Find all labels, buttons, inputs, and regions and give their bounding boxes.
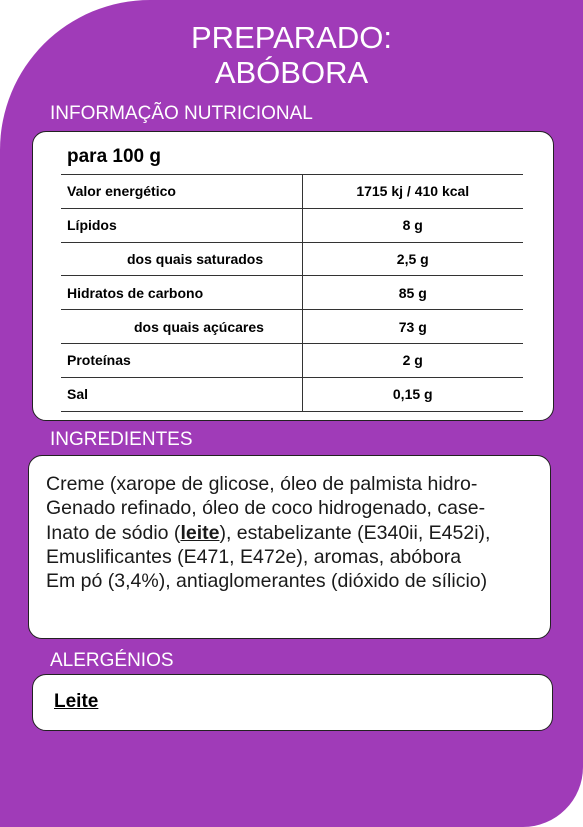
allergen-highlight: leite: [180, 521, 220, 544]
ingredients-fragment: Inato de sódio (: [46, 521, 181, 544]
product-title-line1: PREPARADO:: [191, 20, 392, 55]
nutrient-value: 2,5 g: [302, 242, 523, 276]
ingredients-line: Creme (xarope de glicose, óleo de palmista hidro-: [46, 473, 478, 495]
nutrient-name: dos quais açúcares: [61, 310, 302, 344]
table-row: [61, 377, 523, 411]
nutrient-name: Hidratos de carbono: [61, 276, 302, 310]
product-title-line2: ABÓBORA: [214, 55, 369, 90]
table-row: [61, 242, 523, 276]
allergens-panel: [32, 674, 553, 731]
table-row: [61, 343, 523, 377]
nutrient-value: 85 g: [302, 276, 523, 310]
table-row: [61, 310, 523, 344]
ingredients-fragment: ), estabelizante (E340ii, E452i),: [219, 521, 491, 544]
ingredients-line: Genado refinado, óleo de coco hidrogenado, case-: [46, 497, 486, 520]
per-100g-label: para 100 g: [67, 146, 161, 167]
ingredients-line: Emuslificantes (E471, E472e), aromas, abóbora: [46, 545, 462, 568]
nutrient-name: Sal: [61, 377, 302, 411]
allergens-value: Leite: [54, 691, 99, 712]
nutrient-value: 2 g: [302, 343, 523, 377]
nutrient-value: 8 g: [302, 208, 523, 242]
nutrient-name: dos quais saturados: [61, 242, 302, 276]
nutrient-name: Lípidos: [61, 208, 302, 242]
ingredients-line: Em pó (3,4%), antiaglomerantes (dióxido de sílicio): [46, 570, 488, 593]
nutrition-table: [61, 174, 523, 412]
table-row: [61, 208, 523, 242]
nutrient-value: 73 g: [302, 310, 523, 344]
table-row: [61, 175, 523, 209]
nutrient-value: 1715 kj / 410 kcal: [302, 175, 523, 209]
ingredients-heading: INGREDIENTES: [50, 429, 193, 450]
nutrition-heading: INFORMAÇÃO NUTRICIONAL: [50, 103, 313, 124]
allergens-heading: ALERGÉNIOS: [50, 650, 174, 671]
table-row: [61, 276, 523, 310]
nutrient-name: Proteínas: [61, 343, 302, 377]
nutrient-name: Valor energético: [61, 175, 302, 209]
ingredients-line: [46, 521, 556, 545]
nutrient-value: 0,15 g: [302, 377, 523, 411]
ingredients-text: [46, 472, 556, 593]
